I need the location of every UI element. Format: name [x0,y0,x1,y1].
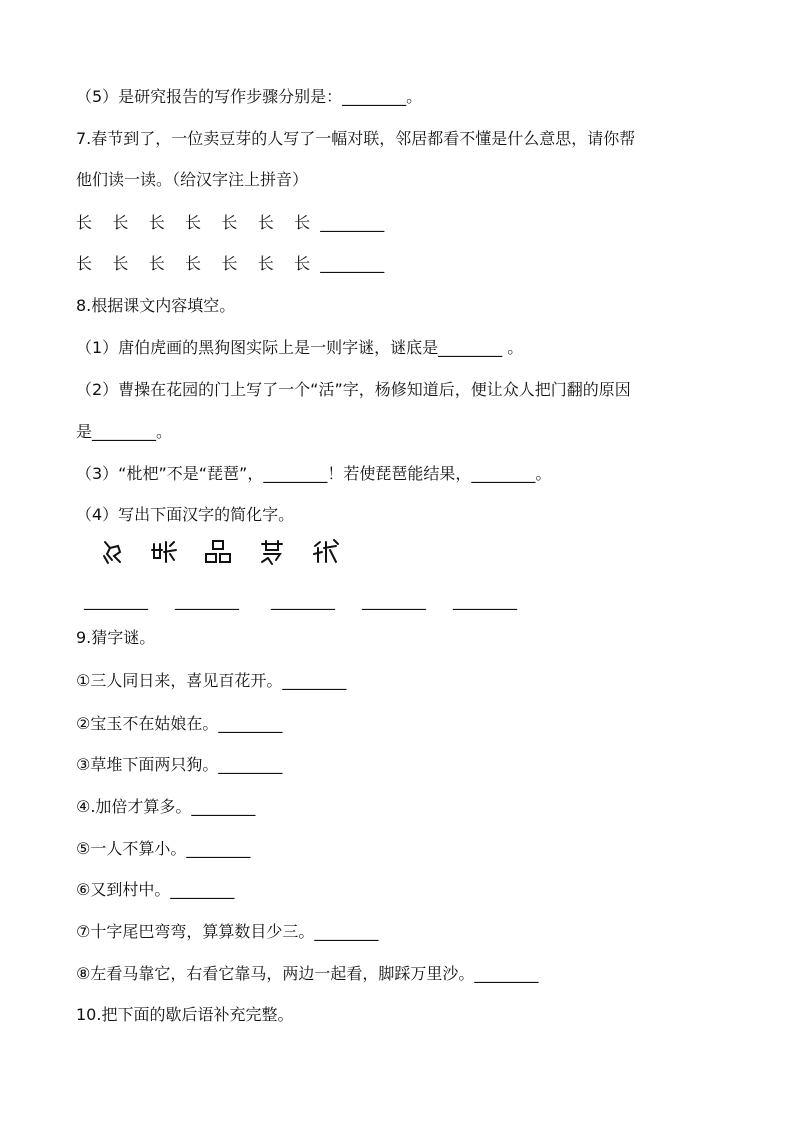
answer-blank-5[interactable]: ________ [453,591,517,610]
riddle-5: ⑤一人不算小。________ [76,839,251,858]
ancient-character-3-icon [202,536,234,568]
q8-item-1: （1）唐伯虎画的黑狗图实际上是一则字谜，谜底是________ 。 [76,338,524,357]
ancient-character-5-icon [310,536,342,568]
riddle-7: ⑦十字尾巴弯弯，算算数目少三。________ [76,922,379,941]
q8-item-2-line-2: 是________。 [76,422,173,441]
ancient-character-4-icon [256,536,288,568]
q8-item-2-line-1: （2）曹操在花园的门上写了一个“活”字，杨修知道后，便让众人把门翻的原因 [76,380,631,399]
q10-heading: 10.把下面的歇后语补充完整。 [76,1005,294,1024]
q5-line: （5）是研究报告的写作步骤分别是：________。 [76,87,423,106]
riddle-3: ③草堆下面两只狗。________ [76,755,283,774]
q7-prompt-line-1: 7.春节到了，一位卖豆芽的人写了一幅对联，邻居都看不懂是什么意思，请你帮 [76,129,636,148]
q8-item-3: （3）“枇杷”不是“琵琶”，________！若使琵琶能结果，________。 [76,464,552,483]
riddle-2: ②宝玉不在姑娘在。________ [76,714,283,733]
ancient-character-1-icon [96,536,128,568]
q8-item-4: （4）写出下面汉字的简化字。 [76,505,295,524]
answer-blank-4[interactable]: ________ [362,591,426,610]
riddle-1: ①三人同日来，喜见百花开。________ [76,671,347,690]
riddle-6: ⑥又到村中。________ [76,880,235,899]
couplet-line-1: 长 长 长 长 长 长 长 ________ [76,213,385,232]
answer-blank-3[interactable]: ________ [271,591,335,610]
q9-heading: 9.猜字谜。 [76,628,156,647]
ancient-characters-row [96,536,356,572]
answer-blanks-row [84,590,544,612]
ancient-character-2-icon [148,536,180,568]
q8-heading: 8.根据课文内容填空。 [76,296,236,315]
couplet-line-2: 长 长 长 长 长 长 长 ________ [76,254,385,273]
answer-blank-1[interactable]: ________ [84,591,148,610]
riddle-4: ④.加倍才算多。________ [76,797,256,816]
answer-blank-2[interactable]: ________ [175,591,239,610]
q7-prompt-line-2: 他们读一读。（给汉字注上拼音） [76,170,309,189]
riddle-8: ⑧左看马靠它，右看它靠马，两边一起看，脚踩万里沙。________ [76,964,539,983]
